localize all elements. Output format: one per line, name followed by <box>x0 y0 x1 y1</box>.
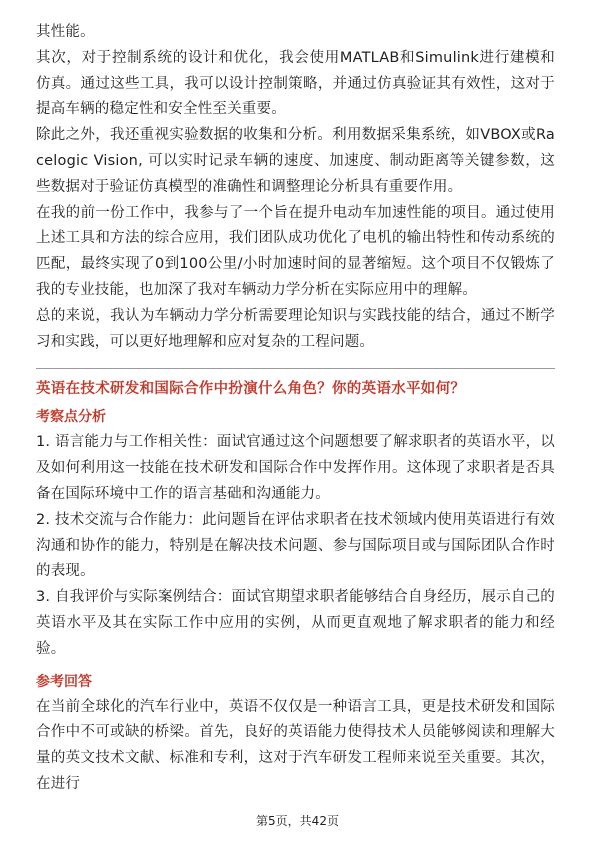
analysis-heading: 考察点分析 <box>36 409 106 426</box>
section-divider <box>36 368 555 369</box>
answer-heading: 参考回答 <box>36 673 92 690</box>
question-title: 英语在技术研发和国际合作中扮演什么角色？你的英语水平如何？ <box>36 381 466 398</box>
analysis-point: 2. 技术交流与合作能力：此问题旨在评估求职者在技术领域内使用英语进行有效沟通和协作的能力，特别是在解决技术问题、参与国际项目或与国际团队合作时的表现。 <box>36 511 555 580</box>
page-footer: 第5页，共42页 <box>256 814 339 828</box>
analysis-point: 3. 自我评价与实际案例结合：面试官期望求职者能够结合自身经历，展示自己的英语水平及其在实际工作中应用的实例，从而更直观地了解求职者的能力和经验。 <box>36 589 555 657</box>
analysis-point: 1. 语言能力与工作相关性：面试官通过这个问题想要了解求职者的英语水平，以及如何利用这一技能在技术研发和国际合作中发挥作用。这体现了求职者是否具备在国际环境中工作的语言基础和沟通能力。 <box>36 434 555 502</box>
answer-paragraph: 在当前全球化的汽车行业中，英语不仅仅是一种语言工具，更是技术研发和国际合作中不可或缺的桥梁。首先，良好的英语能力使得技术人员能够阅读和理解大量的英文技术文献、标准和专利，这对于汽车研发工程师来说至关重要。其次，在进行 <box>36 698 555 792</box>
body-paragraph: 其次，对于控制系统的设计和优化，我会使用MATLAB和Simulink进行建模和仿真。通过这些工具，我可以设计控制策略，并通过仿真验证其有效性，这对于提高车辆的稳定性和安全性至关重要。 <box>36 49 555 118</box>
body-paragraph: 总的来说，我认为车辆动力学分析需要理论知识与实践技能的结合，通过不断学习和实践，可以更好地理解和应对复杂的工程问题。 <box>36 307 555 350</box>
body-paragraph: 其性能。 <box>36 24 95 40</box>
body-paragraph: 除此之外，我还重视实验数据的收集和分析。利用数据采集系统，如VBOX或Racelogic Vision, 可以实时记录车辆的速度、加速度、制动距离等关键参数，这些数据对于验证仿真模型的准确性和调整理论分析具有重要作用。 <box>36 127 555 195</box>
body-paragraph: 在我的前一份工作中，我参与了一个旨在提升电动车加速性能的项目。通过使用上述工具和方法的综合应用，我们团队成功优化了电机的输出特性和传动系统的匹配，最终实现了0到100公里/小时加速时间的显著缩短。这个项目不仅锻炼了我的专业技能，也加深了我对车辆动力学分析在实际应用中的理解。 <box>36 204 555 298</box>
